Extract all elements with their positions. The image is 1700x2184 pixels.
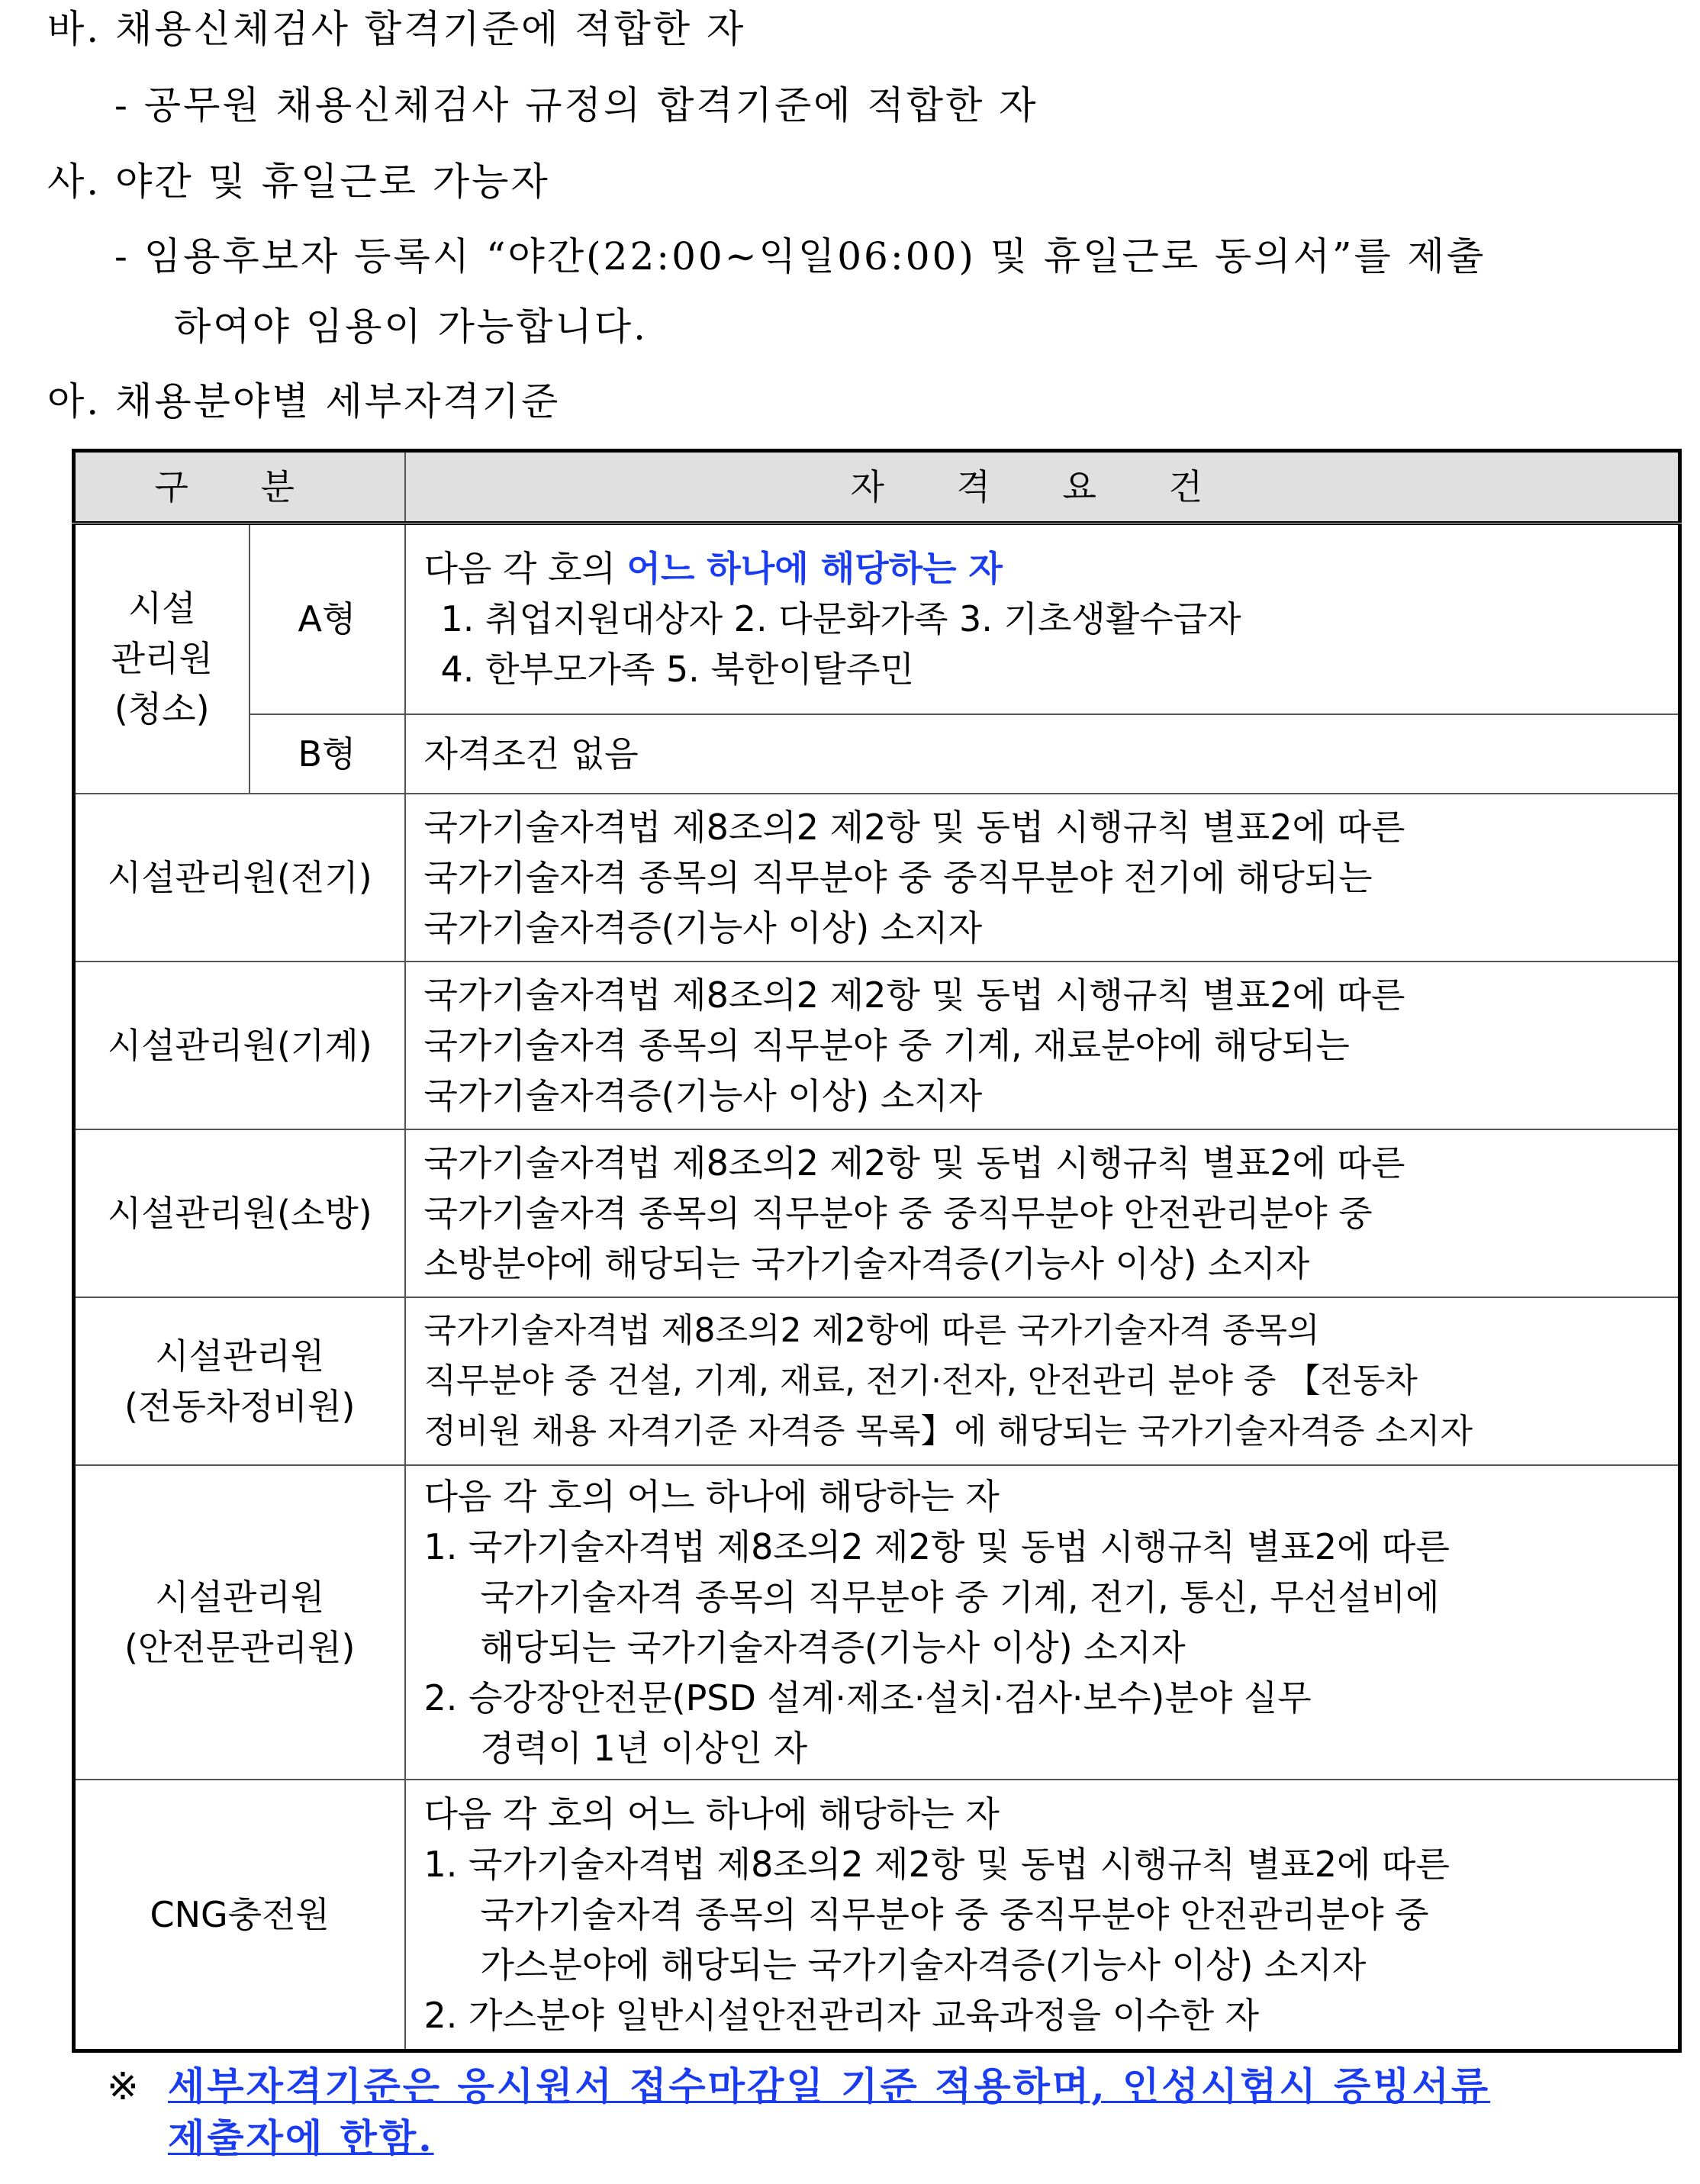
footnote bbox=[107, 2060, 1490, 2164]
requirement-lead: 다음 각 호의 어느 하나에 해당하는 자 bbox=[423, 1475, 1000, 1517]
requirement-line: 1. 국가기술자격법 제8조의2 제2항 및 동법 시행규칙 별표2에 따른 bbox=[423, 1525, 1450, 1567]
requirement-line: 국가기술자격증(기능사 이상) 소지자 bbox=[423, 907, 983, 949]
section-sa-item-line2: 하여야 임용이 가능합니다. bbox=[174, 304, 648, 349]
requirement-line: 국가기술자격증(기능사 이상) 소지자 bbox=[423, 1074, 983, 1116]
requirement-line: 경력이 1년 이상인 자 bbox=[480, 1727, 808, 1769]
section-ba-item: - 공무원 채용신체검사 규정의 합격기준에 적합한 자 bbox=[114, 83, 1038, 127]
table-row bbox=[74, 794, 1680, 962]
requirement-lead: 다음 각 호의 어느 하나에 해당하는 자 bbox=[423, 548, 1003, 590]
requirement-lead-highlight: 어느 하나에 해당하는 자 bbox=[626, 548, 1003, 590]
category-train-maintenance bbox=[74, 1297, 405, 1465]
table-header-row bbox=[74, 451, 1680, 523]
category-line: 시설관리원 bbox=[155, 1576, 325, 1618]
footnote-line2: 제출자에 한함. bbox=[168, 2115, 434, 2160]
requirement-line: 국가기술자격 종목의 직무분야 중 중직무분야 안전관리분야 중 bbox=[423, 1192, 1373, 1234]
requirement-line: 4. 한부모가족 5. 북한이탈주민 bbox=[440, 649, 914, 691]
requirement-line: 2. 승강장안전문(PSD 설계·제조·설치·검사·보수)분야 실무 bbox=[423, 1677, 1312, 1719]
reference-mark: ※ bbox=[107, 2064, 141, 2108]
category-line: (전동차정비원) bbox=[124, 1385, 356, 1427]
requirement-line: 국가기술자격법 제8조의2 제2항에 따른 국가기술자격 종목의 bbox=[423, 1310, 1320, 1350]
requirement-line: 국가기술자격법 제8조의2 제2항 및 동법 시행규칙 별표2에 따른 bbox=[423, 806, 1405, 848]
table-row bbox=[74, 1465, 1680, 1780]
requirement-mechanical bbox=[405, 962, 1680, 1129]
requirement-cng bbox=[405, 1780, 1680, 2051]
subtype-a: A형 bbox=[250, 523, 405, 714]
category-cleaning bbox=[74, 523, 250, 794]
requirement-a bbox=[405, 523, 1680, 714]
section-sa-heading: 사. 야간 및 휴일근로 가능자 bbox=[47, 159, 550, 204]
section-a-heading: 아. 채용분야별 세부자격기준 bbox=[47, 379, 561, 424]
category-electric: 시설관리원(전기) bbox=[74, 794, 405, 962]
requirement-lead: 다음 각 호의 어느 하나에 해당하는 자 bbox=[423, 1793, 1000, 1834]
section-sa-item-line1: - 임용후보자 등록시 “야간(22:00∼익일06:00) 및 휴일근로 동의서”를 제출 bbox=[114, 234, 1486, 279]
requirement-line: 국가기술자격 종목의 직무분야 중 중직무분야 안전관리분야 중 bbox=[480, 1893, 1429, 1935]
table-row bbox=[74, 1129, 1680, 1297]
category-fire: 시설관리원(소방) bbox=[74, 1129, 405, 1297]
requirement-line: 소방분야에 해당되는 국가기술자격증(기능사 이상) 소지자 bbox=[423, 1242, 1310, 1284]
subtype-b: B형 bbox=[250, 714, 405, 794]
category-line: (청소) bbox=[114, 688, 210, 730]
section-ba-heading: 바. 채용신체검사 합격기준에 적합한 자 bbox=[47, 7, 746, 51]
category-mechanical: 시설관리원(기계) bbox=[74, 962, 405, 1129]
header-requirements: 자 격 요 건 bbox=[405, 451, 1680, 523]
category-safety-door bbox=[74, 1465, 405, 1780]
requirement-line: 자격조건 없음 bbox=[423, 733, 639, 775]
table-row bbox=[74, 1297, 1680, 1465]
requirement-electric bbox=[405, 794, 1680, 962]
requirement-line: 국가기술자격법 제8조의2 제2항 및 동법 시행규칙 별표2에 따른 bbox=[423, 1142, 1405, 1184]
footnote-line1: 세부자격기준은 응시원서 접수마감일 기준 적용하며, 인성시험시 증빙서류 bbox=[168, 2063, 1491, 2108]
requirement-line: 국가기술자격 종목의 직무분야 중 기계, 전기, 통신, 무선설비에 bbox=[480, 1576, 1440, 1618]
table-row bbox=[74, 1780, 1680, 2051]
requirement-line: 정비원 채용 자격기준 자격증 목록】에 해당되는 국가기술자격증 소지자 bbox=[423, 1411, 1473, 1451]
requirement-line: 가스분야에 해당되는 국가기술자격증(기능사 이상) 소지자 bbox=[480, 1944, 1367, 1986]
requirement-line: 국가기술자격 종목의 직무분야 중 중직무분야 전기에 해당되는 bbox=[423, 856, 1373, 898]
category-line: (안전문관리원) bbox=[124, 1626, 356, 1668]
category-line: 시설관리원 bbox=[155, 1335, 325, 1377]
category-line: 관리원 bbox=[111, 638, 213, 680]
requirement-fire bbox=[405, 1129, 1680, 1297]
table-row bbox=[74, 962, 1680, 1129]
requirement-line: 국가기술자격 종목의 직무분야 중 기계, 재료분야에 해당되는 bbox=[423, 1024, 1350, 1066]
requirement-line: 해당되는 국가기술자격증(기능사 이상) 소지자 bbox=[480, 1626, 1186, 1668]
requirement-train-maintenance bbox=[405, 1297, 1680, 1465]
requirement-line: 국가기술자격법 제8조의2 제2항 및 동법 시행규칙 별표2에 따른 bbox=[423, 974, 1405, 1016]
category-cng: CNG충전원 bbox=[74, 1780, 405, 2051]
requirement-safety-door bbox=[405, 1465, 1680, 1780]
requirement-line: 1. 국가기술자격법 제8조의2 제2항 및 동법 시행규칙 별표2에 따른 bbox=[423, 1843, 1450, 1885]
table-row bbox=[74, 523, 1680, 714]
header-category: 구 분 bbox=[74, 451, 405, 523]
requirement-line: 1. 취업지원대상자 2. 다문화가족 3. 기초생활수급자 bbox=[440, 598, 1241, 640]
requirement-line: 직무분야 중 건설, 기계, 재료, 전기·전자, 안전관리 분야 중 【전동차 bbox=[423, 1361, 1418, 1400]
table-row bbox=[74, 714, 1680, 794]
category-line: 시설 bbox=[127, 588, 196, 630]
requirement-b bbox=[405, 714, 1680, 794]
requirement-line: 2. 가스분야 일반시설안전관리자 교육과정을 이수한 자 bbox=[423, 1994, 1260, 2036]
qualification-table bbox=[72, 449, 1682, 2053]
